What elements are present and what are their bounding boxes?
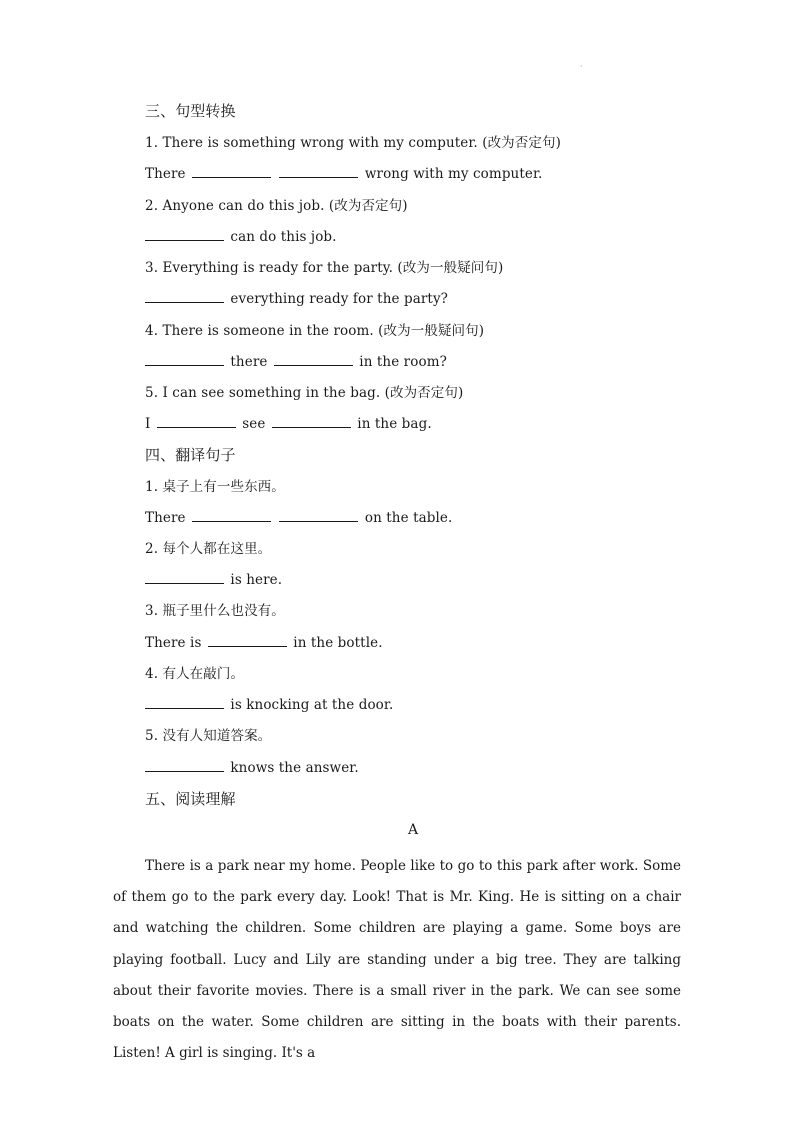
answer-blank[interactable]	[272, 414, 351, 428]
s3-a4	[145, 352, 447, 372]
answer-blank[interactable]	[145, 695, 224, 709]
answer-blank[interactable]	[208, 633, 287, 647]
s3-a4-post: in the room?	[359, 354, 447, 370]
answer-blank[interactable]	[157, 414, 236, 428]
s3-a3	[145, 289, 448, 309]
answer-blank[interactable]	[279, 164, 358, 178]
s4-a1-post: on the table.	[364, 510, 453, 526]
passage-label: A	[407, 822, 419, 838]
s3-q4: 4. There is someone in the room. (改为一般疑问句)	[145, 323, 485, 339]
s4-q3: 3. 瓶子里什么也没有。	[145, 603, 285, 619]
answer-blank[interactable]	[145, 227, 224, 241]
answer-blank[interactable]	[145, 570, 224, 584]
answer-blank[interactable]	[145, 758, 224, 772]
s4-q1: 1. 桌子上有一些东西。	[145, 479, 285, 495]
s4-a3	[145, 633, 383, 653]
s3-a2	[145, 227, 337, 247]
reading-passage: There is a park near my home. People like to go to this park after work. Some of them go to the park every day. Look! That is Mr. King. He is sitting on a chair and watching the children. Some children are playing a game. Some boys are playing football. Lucy and Lily are standing under a big tree. They are talking about their favorite movies. There is a small river in the park. We can see some boats on the water. Some children are sitting in the boats with their parents. Listen! A girl is singing. It's a	[113, 858, 681, 1062]
answer-blank[interactable]	[192, 164, 271, 178]
s3-a1	[145, 164, 542, 184]
s4-q5: 5. 没有人知道答案。	[145, 728, 272, 744]
s3-a5-pre: I	[145, 416, 151, 432]
corner-mark: ·	[580, 62, 583, 71]
s3-q2: 2. Anyone can do this job. (改为否定句)	[145, 198, 408, 214]
s4-a1	[145, 508, 452, 528]
s4-a5-post: knows the answer.	[230, 760, 359, 776]
s3-a5-mid: see	[242, 416, 266, 432]
s3-a5-post: in the bag.	[357, 416, 432, 432]
s3-q1: 1. There is something wrong with my computer. (改为否定句)	[145, 135, 561, 151]
s4-a5	[145, 758, 359, 778]
s3-a3-post: everything ready for the party?	[230, 291, 449, 307]
answer-blank[interactable]	[145, 352, 224, 366]
s4-a4	[145, 695, 393, 715]
s3-a1-pre: There	[145, 166, 186, 182]
s4-q4: 4. 有人在敲门。	[145, 666, 245, 682]
s3-q5: 5. I can see something in the bag. (改为否定句)	[145, 385, 464, 401]
answer-blank[interactable]	[145, 289, 224, 303]
s4-a3-post: in the bottle.	[293, 635, 383, 651]
section-4-heading: 四、翻译句子	[145, 446, 236, 464]
s4-a2	[145, 570, 282, 590]
s3-a1-post: wrong with my computer.	[364, 166, 543, 182]
s3-a5	[145, 414, 432, 434]
section-5-heading: 五、阅读理解	[145, 790, 236, 808]
answer-blank[interactable]	[279, 508, 358, 522]
s3-q3: 3. Everything is ready for the party. (改为一般疑问句)	[145, 260, 504, 276]
s4-a3-pre: There is	[145, 635, 202, 651]
s4-a4-post: is knocking at the door.	[230, 697, 394, 713]
s4-a2-post: is here.	[230, 572, 283, 588]
s4-q2: 2. 每个人都在这里。	[145, 541, 272, 557]
s3-a4-mid: there	[230, 354, 268, 370]
s4-a1-pre: There	[145, 510, 186, 526]
s3-a2-post: can do this job.	[230, 229, 337, 245]
section-3-heading: 三、句型转换	[145, 102, 236, 120]
answer-blank[interactable]	[274, 352, 353, 366]
answer-blank[interactable]	[192, 508, 271, 522]
